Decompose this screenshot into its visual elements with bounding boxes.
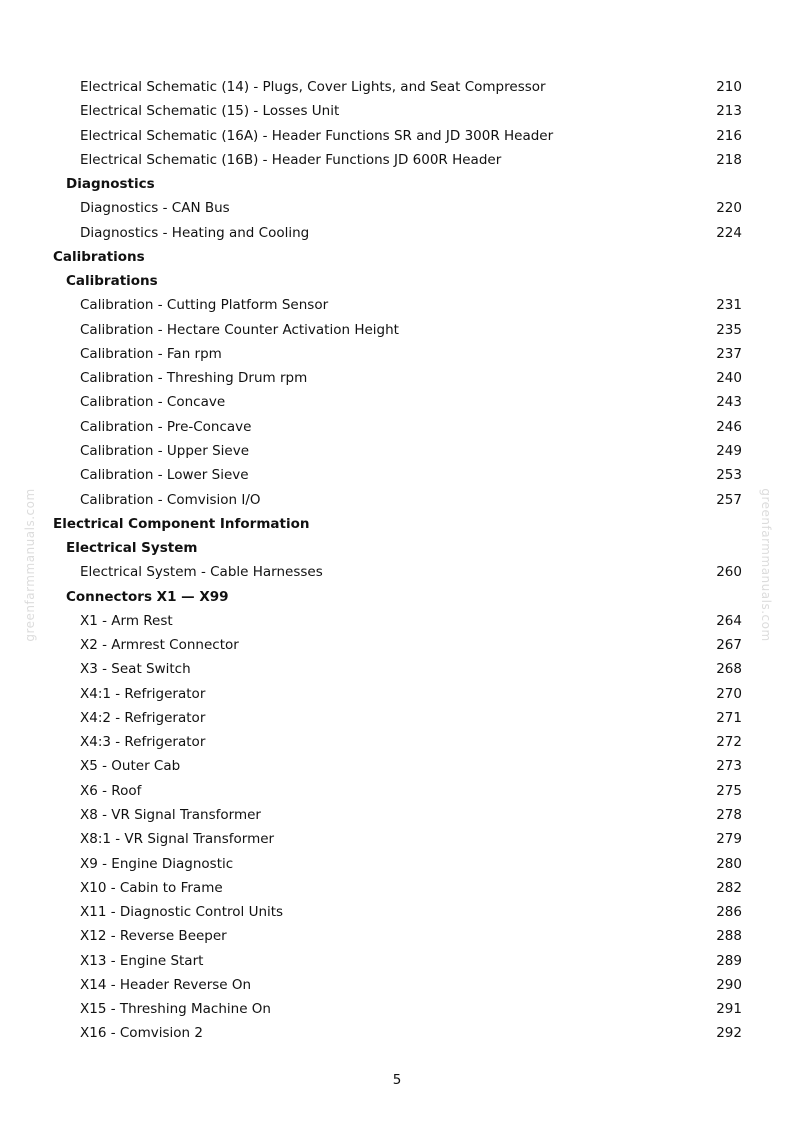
- toc-entry[interactable]: [0, 75, 794, 99]
- page-number: 5: [392, 1072, 402, 1088]
- toc-entry-title: Electrical System: [66, 540, 198, 557]
- toc-entry[interactable]: [0, 900, 794, 924]
- toc-entry[interactable]: [0, 366, 794, 390]
- toc-entry[interactable]: [0, 488, 794, 512]
- toc-entry[interactable]: [0, 318, 794, 342]
- toc-entry[interactable]: [0, 730, 794, 754]
- toc-entry[interactable]: [0, 754, 794, 778]
- watermark-right: greenfarmmanuals.com: [759, 488, 773, 642]
- toc-section-heading[interactable]: [0, 512, 794, 536]
- toc-entry-page: 220: [716, 200, 742, 217]
- toc-entry-page: 264: [716, 612, 742, 629]
- toc-entry-page: 240: [716, 370, 742, 387]
- toc-section-heading[interactable]: [0, 245, 794, 269]
- toc-entry-page: 289: [716, 952, 742, 969]
- toc-entry-page: 270: [716, 685, 742, 702]
- toc-entry-page: 235: [716, 321, 742, 338]
- toc-entry-title: Calibration - Lower Sieve: [80, 467, 249, 484]
- toc-entry-title: X5 - Outer Cab: [80, 758, 181, 775]
- toc-entry[interactable]: [0, 560, 794, 584]
- toc-entry[interactable]: [0, 196, 794, 220]
- toc-entry-page: 260: [716, 564, 742, 581]
- toc-entry-title: Calibration - Upper Sieve: [80, 442, 249, 459]
- toc-entry-title: X1 - Arm Rest: [80, 612, 173, 629]
- toc-entry-page: 280: [716, 855, 742, 872]
- toc-entry[interactable]: [0, 779, 794, 803]
- toc-entry-title: X9 - Engine Diagnostic: [80, 855, 234, 872]
- toc-entry-title: X8 - VR Signal Transformer: [80, 806, 261, 823]
- toc-entry-title: Calibration - Cutting Platform Sensor: [80, 297, 329, 314]
- toc-entry[interactable]: [0, 439, 794, 463]
- toc-entry-page: 243: [716, 394, 742, 411]
- toc-entry-title: X12 - Reverse Beeper: [80, 928, 227, 945]
- toc-entry[interactable]: [0, 415, 794, 439]
- toc-entry[interactable]: [0, 706, 794, 730]
- toc-entry[interactable]: [0, 876, 794, 900]
- toc-entry[interactable]: [0, 973, 794, 997]
- toc-entry-page: 257: [716, 491, 742, 508]
- toc-entry-title: X14 - Header Reverse On: [80, 976, 252, 993]
- toc-entry-page: 290: [716, 976, 742, 993]
- toc-entry[interactable]: [0, 221, 794, 245]
- toc-entry[interactable]: [0, 633, 794, 657]
- toc-entry-page: 267: [716, 637, 742, 654]
- toc-section-heading[interactable]: [0, 536, 794, 560]
- toc-entry-title: Calibrations: [53, 248, 145, 265]
- toc-section-heading[interactable]: [0, 172, 794, 196]
- toc-entry[interactable]: [0, 1021, 794, 1045]
- toc-entry-page: 272: [716, 734, 742, 751]
- toc-entry-page: 237: [716, 345, 742, 362]
- toc-entry-page: 282: [716, 879, 742, 896]
- toc-entry[interactable]: [0, 293, 794, 317]
- toc-entry-page: 210: [716, 79, 742, 95]
- toc-entry-page: 271: [716, 709, 742, 726]
- table-of-contents: [0, 75, 794, 1046]
- toc-entry[interactable]: [0, 827, 794, 851]
- toc-entry-title: Electrical System - Cable Harnesses: [80, 564, 323, 581]
- toc-entry[interactable]: [0, 657, 794, 681]
- toc-entry-page: 273: [716, 758, 742, 775]
- toc-entry-title: Electrical Schematic (15) - Losses Unit: [80, 103, 340, 120]
- toc-entry-title: Electrical Schematic (16A) - Header Functions SR and JD 300R Header: [80, 127, 554, 144]
- toc-entry-title: Diagnostics - CAN Bus: [80, 200, 230, 217]
- toc-entry-page: 231: [716, 297, 742, 314]
- toc-entry-page: 275: [716, 782, 742, 799]
- toc-entry-title: Diagnostics - Heating and Cooling: [80, 224, 310, 241]
- toc-entry[interactable]: [0, 997, 794, 1021]
- toc-entry-page: 278: [716, 806, 742, 823]
- toc-section-heading[interactable]: [0, 585, 794, 609]
- toc-entry-title: Calibration - Fan rpm: [80, 345, 222, 362]
- watermark-left: greenfarmmanuals.com: [23, 488, 37, 642]
- toc-entry[interactable]: [0, 949, 794, 973]
- toc-entry[interactable]: [0, 463, 794, 487]
- toc-entry[interactable]: [0, 390, 794, 414]
- toc-entry[interactable]: [0, 924, 794, 948]
- toc-entry-title: Diagnostics: [66, 176, 155, 193]
- toc-entry-title: X6 - Roof: [80, 782, 142, 799]
- toc-entry-page: 253: [716, 467, 742, 484]
- toc-entry-page: 279: [716, 831, 742, 848]
- toc-entry-title: Calibration - Concave: [80, 394, 226, 411]
- toc-entry-title: Calibration - Pre-Concave: [80, 418, 252, 435]
- toc-entry[interactable]: [0, 803, 794, 827]
- toc-entry-page: 249: [716, 442, 742, 459]
- toc-entry-title: X8:1 - VR Signal Transformer: [80, 831, 275, 848]
- toc-entry-title: Calibration - Hectare Counter Activation Height: [80, 321, 399, 338]
- toc-entry[interactable]: [0, 342, 794, 366]
- toc-entry-title: Electrical Schematic (14) - Plugs, Cover Lights, and Seat Compressor: [80, 79, 546, 95]
- toc-entry-title: X15 - Threshing Machine On: [80, 1001, 271, 1018]
- toc-entry-page: 268: [716, 661, 742, 678]
- toc-entry-title: X13 - Engine Start: [80, 952, 204, 969]
- toc-entry[interactable]: [0, 124, 794, 148]
- toc-entry-title: X3 - Seat Switch: [80, 661, 191, 678]
- toc-entry-page: 213: [716, 103, 742, 120]
- toc-entry-page: 291: [716, 1001, 742, 1018]
- toc-entry-title: X4:1 - Refrigerator: [80, 685, 206, 702]
- toc-entry-page: 288: [716, 928, 742, 945]
- toc-entry-page: 218: [716, 151, 742, 168]
- toc-entry-page: 246: [716, 418, 742, 435]
- toc-entry-page: 224: [716, 224, 742, 241]
- toc-entry-title: X4:2 - Refrigerator: [80, 709, 206, 726]
- toc-entry-title: Calibration - Threshing Drum rpm: [80, 370, 308, 387]
- toc-entry-title: Connectors X1 — X99: [66, 588, 229, 605]
- toc-entry-title: Calibration - Comvision I/O: [80, 491, 261, 508]
- toc-entry-page: 292: [716, 1025, 742, 1042]
- toc-entry-page: 286: [716, 904, 742, 921]
- toc-entry-title: Calibrations: [66, 273, 158, 290]
- toc-entry-page: 216: [716, 127, 742, 144]
- toc-entry-title: Electrical Schematic (16B) - Header Functions JD 600R Header: [80, 151, 502, 168]
- toc-section-heading[interactable]: [0, 269, 794, 293]
- toc-entry[interactable]: [0, 148, 794, 172]
- toc-entry[interactable]: [0, 852, 794, 876]
- toc-entry-title: X4:3 - Refrigerator: [80, 734, 206, 751]
- toc-entry-title: X16 - Comvision 2: [80, 1025, 203, 1042]
- toc-entry[interactable]: [0, 609, 794, 633]
- toc-entry[interactable]: [0, 682, 794, 706]
- toc-entry-title: X11 - Diagnostic Control Units: [80, 904, 284, 921]
- toc-entry-title: X10 - Cabin to Frame: [80, 879, 223, 896]
- toc-entry-title: X2 - Armrest Connector: [80, 637, 239, 654]
- toc-entry-title: Electrical Component Information: [53, 515, 310, 532]
- toc-entry[interactable]: [0, 99, 794, 123]
